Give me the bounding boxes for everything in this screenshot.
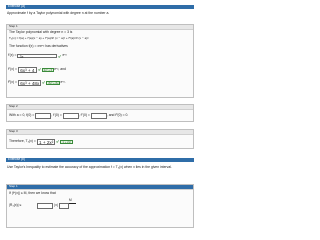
- step-b1-label: Step 1: [9, 184, 18, 189]
- step-b1-header: [7, 185, 193, 190]
- f-double-prime-suffix: eˣ², and: [54, 66, 66, 71]
- exercise-a-prompt: Approximate f by a Taylor polynomial with degree n at the number a.: [7, 11, 110, 15]
- exercise-a-header: [6, 5, 194, 9]
- derivatives-intro: The function f(x) = x³eˣ² has derivatives: [9, 44, 68, 48]
- exercise-b-header: [6, 158, 194, 162]
- f-triple-prime-answer[interactable]: 6x³ + 48x: [18, 80, 41, 86]
- f-double-prime-answer[interactable]: 6x³ + 4: [18, 67, 37, 73]
- check-icon: [58, 55, 61, 58]
- remainder-tail: |x|: [54, 203, 58, 208]
- f-triple-prime-label: f‴(x) =: [8, 79, 18, 84]
- step-2-row: [9, 113, 128, 119]
- f-prime-suffix: eˣ²: [62, 53, 67, 58]
- t3-answer[interactable]: 1 + 2x²: [37, 139, 56, 145]
- step-3-header: [7, 130, 193, 135]
- f-prime-0-input[interactable]: [63, 113, 79, 119]
- step-2-label: Step 2: [9, 104, 18, 109]
- step-1-label: Step 1: [9, 24, 18, 29]
- step-2-part3: , f″(0) =: [78, 113, 90, 118]
- f-double-prime-label: f″(x) =: [8, 66, 18, 71]
- check-icon: [42, 81, 45, 84]
- exercise-a-title: Exercise (a): [8, 4, 26, 9]
- f-triple-prime-row: [8, 80, 66, 86]
- f-prime-row: [8, 54, 67, 58]
- step-3-text: Therefore, T₃(x) =: [9, 138, 36, 143]
- f-triple-prime-hint: 8x³ + 8x: [48, 80, 59, 85]
- f0-input[interactable]: [35, 113, 51, 119]
- step-2-text: With a = 0, f(0) =: [9, 113, 35, 118]
- f-double-prime-row: [8, 67, 66, 73]
- f-double-prime-hint: 2x³ + 6: [43, 67, 53, 72]
- step-2-header: [7, 105, 193, 110]
- f-prime-label: f′(x) =: [8, 53, 17, 58]
- step-b1-text: If |f⁴(x)| ≤ M, then we know that: [9, 191, 56, 195]
- denominator-input[interactable]: [37, 203, 53, 209]
- exponent-input[interactable]: [59, 203, 69, 209]
- f-triple-prime-suffix: eˣ².: [60, 79, 66, 84]
- step-2-part4: , and f‴(0) = 0.: [106, 113, 129, 118]
- step-1-intro: The Taylor polynomial with degree n = 3 is: [9, 30, 73, 34]
- step-3-label: Step 3: [9, 129, 18, 134]
- remainder-label: |R₃(x)| ≤: [9, 203, 22, 208]
- f-double-prime-0-input[interactable]: [91, 113, 107, 119]
- fraction-numerator: M: [69, 198, 72, 202]
- t3-hint: 1 + 2x²: [62, 139, 72, 144]
- taylor-formula: T₃(x) = f(a) + f′(a)(x − a) + f″(a)/2! (x − a)² + f‴(a)/3! (x − a)³.: [9, 36, 90, 40]
- check-icon: [38, 68, 41, 71]
- f-prime-answer[interactable]: 3x: [17, 54, 57, 58]
- step-2-part2: , f′(0) =: [51, 113, 62, 118]
- exercise-b-prompt: Use Taylor's Inequality to estimate the accuracy of the approximation f ≈ T₃(x) when x lies in the given interval.: [7, 165, 172, 169]
- remainder-row: [9, 203, 69, 209]
- step-3-row: [9, 139, 73, 145]
- exercise-b-title: Exercise (b): [8, 157, 26, 162]
- check-icon: [56, 140, 59, 143]
